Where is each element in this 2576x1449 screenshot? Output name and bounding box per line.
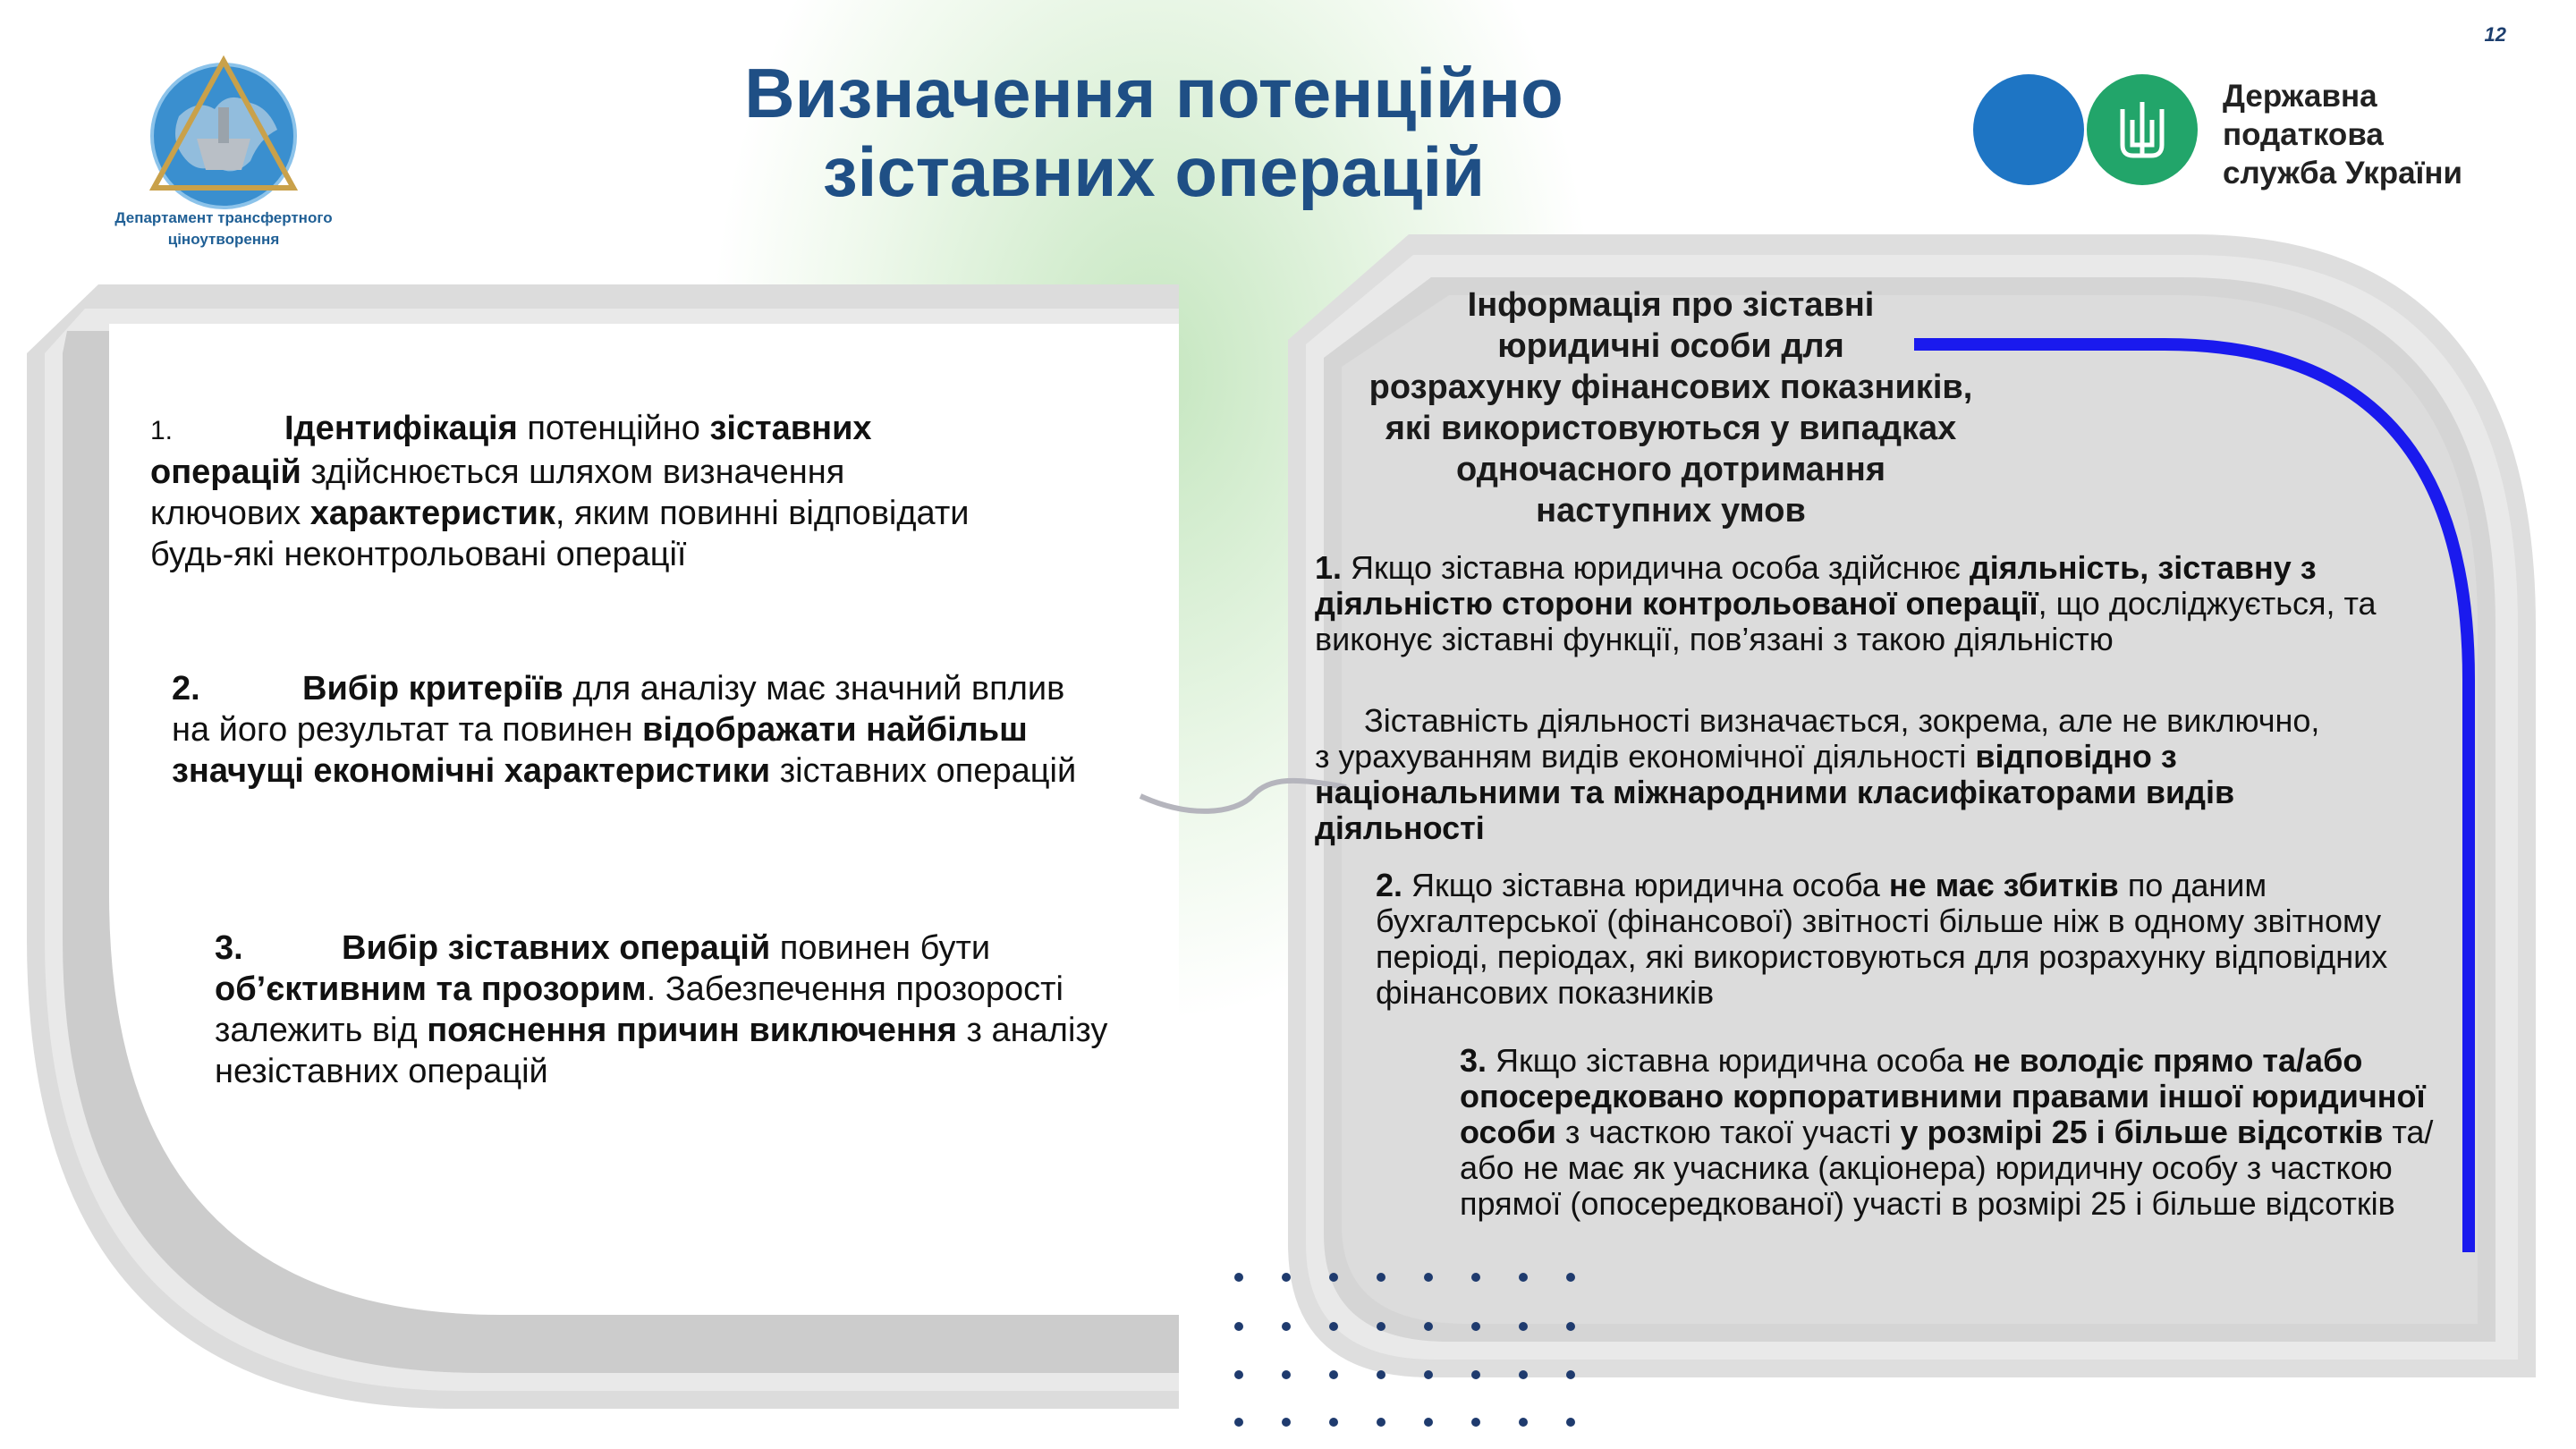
left-item-3-bold1: Вибір зіставних операцій: [342, 929, 771, 967]
condition-3-bold2: у розмірі 25 і більше відсотків: [1900, 1114, 2384, 1150]
condition-2-text2: по даним бухгалтерської (фінансової) звітності більше ніж в одному звітному періоді, періодах, які використовуються для розрахунку відповідних фінансових показників: [1376, 867, 2388, 1011]
title-line1: Визначення потенційно: [744, 54, 1563, 132]
department-caption: [94, 208, 353, 250]
department-caption-line2: ціноутворення: [167, 231, 280, 248]
condition-1-text1: Якщо зіставна юридична особа здійснює: [1342, 549, 1970, 586]
left-item-3: [215, 928, 1127, 1092]
left-item-1-bold3: характеристик: [309, 495, 555, 532]
heading-line5: одночасного дотримання: [1455, 451, 1886, 488]
left-item-2-text1: для аналізу має значний вплив на його результат та повинен: [172, 670, 1065, 749]
left-item-2-number: 2.: [172, 670, 200, 708]
agency-name: [2223, 77, 2545, 192]
slide-number: 12: [2484, 23, 2506, 46]
condition-2-text1: Якщо зіставна юридична особа: [1402, 867, 1889, 903]
condition-2-bold1: не має збитків: [1888, 867, 2119, 903]
agency-name-line2: податкова: [2223, 117, 2384, 152]
condition-1-bold1: діяльність, зіставну з діяльністю сторони контрольованої операції: [1315, 549, 2317, 622]
left-item-1-text2: здійснюється шляхом визначення ключових: [150, 453, 845, 532]
heading-line6: наступних умов: [1536, 492, 1806, 530]
heading-line3: розрахунку фінансових показників,: [1368, 369, 1973, 406]
department-logo-icon: [143, 54, 304, 215]
heading-line4: які використовуються у випадках: [1385, 410, 1957, 447]
left-item-1-bold1: Ідентифікація: [284, 410, 518, 447]
left-item-3-text3: з аналізу незіставних операцій: [215, 1012, 1108, 1090]
condition-3: [1460, 1043, 2470, 1222]
left-item-2-bold2: відображати найбільш значущі економічні характеристики: [172, 711, 1028, 790]
conditions-heading: [1304, 284, 2038, 531]
condition-1: [1315, 550, 2415, 657]
left-item-3-number: 3.: [215, 929, 243, 967]
left-item-3-bold3: пояснення причин виключення: [427, 1012, 957, 1049]
left-item-1-text3: , яким повинні відповідати будь-які неконтрольовані операції: [150, 495, 970, 573]
condition-3-bold1: не володіє прямо та/або опосередковано корпоративними правами іншої юридичної особи: [1460, 1042, 2426, 1150]
agency-name-line1: Державна: [2223, 79, 2377, 114]
left-item-3-text2: . Забезпечення прозорості залежить від: [215, 970, 1063, 1049]
condition-3-text2: з часткою такої участі: [1555, 1114, 1901, 1150]
heading-line1: Інформація про зіставні: [1467, 286, 1875, 324]
condition-1-number: 1.: [1315, 549, 1343, 586]
condition-1-note-text: Зіставність діяльності визначається, зокрема, але не виключно, з урахуванням видів економічної діяльності: [1315, 702, 2320, 775]
left-item-2: [172, 668, 1102, 792]
left-item-2-bold1: Вибір критеріїв: [302, 670, 564, 708]
left-item-1-text1: потенційно: [517, 410, 710, 447]
left-item-3-bold2: об’єктивним та прозорим: [215, 970, 647, 1008]
left-item-2-text2: зіставних операцій: [770, 752, 1077, 790]
page-title: [581, 54, 1726, 211]
heading-line2: юридичні особи для: [1497, 327, 1844, 365]
title-line2: зіставних операцій: [822, 132, 1486, 211]
condition-3-text1: Якщо зіставна юридична особа: [1487, 1042, 1973, 1079]
left-item-1: [150, 408, 1000, 575]
left-item-3-text1: повинен бути: [770, 929, 991, 967]
left-item-1-number: 1.: [150, 416, 174, 445]
agency-name-line3: служба України: [2223, 156, 2463, 191]
condition-1-note: [1315, 703, 2334, 846]
left-item-1-bold2: зіставних операцій: [150, 410, 872, 491]
condition-2-number: 2.: [1376, 867, 1403, 903]
condition-3-text3: та/або не має як учасника (акціонера) юридичну особу з часткою прямої (опосередкованої) участі в розмірі 25 і більше відсотків: [1460, 1114, 2434, 1222]
condition-1-text2: , що досліджується, та виконує зіставні функції, пов’язані з такою діяльністю: [1315, 585, 2377, 657]
condition-2: [1376, 868, 2404, 1011]
condition-1-note-bold: відповідно з національними та міжнародними класифікаторами видів діяльності: [1315, 738, 2235, 846]
agency-logo-icon: [1972, 73, 2205, 190]
department-caption-line1: Департамент трансфертного: [114, 209, 333, 226]
condition-3-number: 3.: [1460, 1042, 1487, 1079]
